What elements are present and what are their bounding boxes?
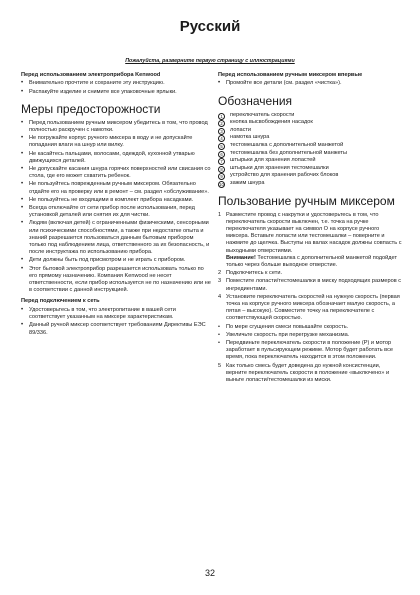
page-title: Русский: [179, 18, 241, 35]
bullet-icon: •: [21, 88, 24, 95]
step-text: Установите переключатель скоростей на нужную скорость (первая точка на корпусе ручного миксера обозначает малую скорость, а пятая – высокую). Совместите точку на переключателе с соответствующей скоростью.: [226, 293, 400, 322]
step-text: Передвиньте переключатель скорости в положение (P) и мотор заработает в пульсирующем режиме. Мотор будет работать все время, пока переключатель находится в этом положении.: [226, 340, 393, 361]
part-number-badge: 3: [218, 128, 225, 135]
bullet-icon: •: [21, 150, 24, 157]
part-label: зажим шнура: [230, 179, 265, 186]
usage-step: [218, 294, 402, 323]
list-item: [21, 197, 212, 204]
list-item: [21, 151, 212, 165]
part-label: штырьки для хранения тестомешалки: [230, 164, 329, 171]
usage-step: [218, 363, 402, 385]
list-item-text: Дети должны быть под присмотром и не играть с прибором.: [29, 257, 186, 264]
part-number-badge: 7: [218, 158, 225, 165]
bullet-icon: •: [21, 166, 24, 173]
part-label: штырьки для хранения лопастей: [230, 157, 316, 164]
before-use-heading: Перед использованием электроприбора Kenwood: [21, 72, 161, 78]
illustrations-notice: Пожалуйста, разверните первую страницу с иллюстрациями: [125, 58, 295, 64]
part-label: тестомешалка без дополнительной манжеты: [230, 149, 347, 156]
part-label: переключатель скорости: [230, 111, 295, 118]
bullet-icon: •: [21, 196, 24, 203]
part-number-badge: 1: [218, 113, 225, 120]
step-text: Поместите лопасти/тестомешалки в миску подходящих размеров с ингредиентами.: [226, 278, 402, 292]
part-number-badge: 5: [218, 143, 225, 150]
part-item: [218, 112, 402, 120]
step-text: Увеличьте скорость при перегрузке механизма.: [226, 331, 350, 338]
step-number: 5: [218, 362, 222, 369]
list-item: [21, 205, 212, 219]
list-item: [21, 166, 212, 180]
part-label: устройство для хранения рабочих блоков: [230, 172, 339, 179]
part-item: [218, 142, 402, 150]
step-text: Разместите провод с накрутки и удостоверьтесь в том, что переключатель скорости выключен, т.е. точка на ручке переключателя указывает на символ O на корпусе ручного миксера. Вставьте лопасти или тестомешалки – поверните и нажмите до щелчка. Выступы на валах насадок должны совпасть с выходными отверстиями.: [226, 211, 402, 254]
list-item: [21, 257, 212, 264]
right-column: [218, 72, 402, 385]
list-item-text: Не касайтесь пальцами, волосами, одеждой, кухонной утварью движущихся деталей.: [29, 150, 195, 164]
usage-step: [218, 324, 402, 331]
part-number-badge: 8: [218, 166, 225, 173]
step-text: По мере сгущения смеси повышайте скорость.: [226, 323, 349, 330]
connect-list: [21, 307, 212, 337]
usage-step: [218, 332, 402, 339]
list-item-text: Промойте все детали (см. раздел «чистка»).: [226, 80, 342, 87]
bullet-icon: •: [21, 80, 24, 87]
first-use-heading: Перед использованием ручным миксером впервые: [218, 72, 363, 78]
step-text: Как только смесь будет доведена до нужной консистенции, верните переключатель скорости в положение «выключено» и выньте лопасти/тестомешалки из миски.: [226, 362, 390, 384]
part-item: [218, 180, 402, 188]
step-text: Подключитесь к сети.: [226, 270, 282, 277]
step-note-label: Внимание!: [226, 254, 256, 261]
list-item: [21, 80, 212, 87]
parts-list: [218, 112, 402, 188]
step-number: •: [218, 340, 220, 346]
list-item-text: Удостоверьтесь в том, что электропитание в вашей сети соответствует указанным на миксере характеристикам.: [29, 306, 176, 321]
bullet-icon: •: [21, 265, 24, 272]
part-number-badge: 10: [219, 181, 224, 187]
connect-heading: Перед подключением к сеть: [21, 298, 100, 305]
step-note-text: Тестомешалка с дополнительной манжетой подойдет только через больше выходное отверстие.: [226, 254, 398, 268]
left-column: [21, 72, 212, 338]
list-item-text: Данный ручной миксер соответствует требованиям Директивы ЕЭС 89/336.: [29, 322, 206, 336]
step-number: 2: [218, 270, 222, 277]
parts-heading: Обозначения: [218, 93, 293, 108]
part-label: тестомешалка с дополнительной манжетой: [230, 141, 344, 148]
step-number: •: [218, 323, 220, 330]
part-item: [218, 172, 402, 180]
list-item: [21, 266, 212, 295]
part-item: [218, 119, 402, 127]
bullet-icon: •: [21, 322, 24, 329]
list-item-text: Этот бытовой электроприбор разрешается использовать только по его прямому назначению. Компания Kenwood не несет ответственности, если прибор используется не по назначению или не в соответствии с данной инструкцией.: [29, 265, 211, 294]
bullet-icon: •: [21, 119, 24, 126]
usage-heading: Пользование ручным миксером: [218, 193, 395, 208]
list-item: [21, 322, 212, 336]
part-number-badge: 4: [218, 135, 225, 142]
step-number: 4: [218, 293, 222, 300]
part-label: намотка шнура: [230, 134, 270, 141]
list-item: [21, 181, 212, 195]
bullet-icon: •: [21, 135, 24, 142]
bullet-icon: •: [21, 306, 24, 313]
list-item-text: Всегда отключайте от сети прибор после использования, перед установкой деталей или снятия их для чистки.: [29, 205, 195, 219]
list-item: [21, 307, 212, 321]
usage-step: [218, 270, 402, 277]
bullet-icon: •: [21, 181, 24, 188]
before-use-list: [21, 80, 212, 95]
list-item: [21, 89, 212, 96]
list-item-text: Распакуйте изделие и снимите все упаковочные ярлыки.: [29, 88, 177, 95]
usage-steps-list: [218, 212, 402, 385]
bullet-icon: •: [21, 257, 24, 264]
list-item-text: Перед пользованием ручным миксером убедитесь в том, что провод полностью раскручен с намотки.: [29, 119, 208, 134]
bullet-icon: •: [218, 80, 221, 87]
safety-list: [21, 120, 212, 295]
list-item: [218, 80, 402, 87]
part-item: [218, 157, 402, 165]
part-label: кнопка высвобождения насадок: [230, 119, 313, 126]
part-item: [218, 134, 402, 142]
first-use-list: [218, 80, 402, 87]
list-item-text: Не погружайте корпус ручного миксера в воду и не допускайте попадания влаги на шнур или вилку.: [29, 135, 193, 149]
list-item-text: Не пользуйтесь поврежденным ручным миксером. Обязательно отдайте его на проверку или в ремонт – см. раздел «обслуживание».: [29, 181, 209, 195]
usage-step: [218, 340, 402, 362]
list-item-text: Внимательно прочтите и сохраните эту инструкцию.: [29, 80, 165, 87]
part-item: [218, 127, 402, 135]
list-item-text: Не пользуйтесь не входящими в комплект прибора насадками.: [29, 196, 194, 203]
bullet-icon: •: [21, 220, 24, 227]
safety-heading: Меры предосторожности: [21, 101, 161, 116]
step-number: •: [218, 331, 220, 338]
usage-step: [218, 212, 402, 270]
step-number: 3: [218, 278, 222, 285]
part-label: лопасти: [230, 126, 252, 133]
list-item: [21, 135, 212, 149]
bullet-icon: •: [21, 205, 24, 212]
list-item-text: Не допускайте касания шнура горячих поверхностей или свисания со стола, где его может схватить ребенок.: [29, 166, 211, 180]
part-number-badge: 6: [218, 151, 225, 158]
part-number-badge: 9: [218, 173, 225, 180]
page-number: 32: [204, 568, 215, 578]
step-note: [226, 255, 402, 269]
step-number: 1: [218, 211, 222, 218]
usage-step: [218, 278, 402, 292]
list-item-text: Людям (включая детей) с ограниченными физическими, сенсорными или психическими способностями, а также при недостатке опыта и знаний разрешается пользоваться данным бытовым прибором только под наблюдением лица, ответственного за их безопасность, и после инструктажа по использованию прибора.: [29, 220, 210, 256]
part-number-badge: 2: [218, 120, 225, 127]
list-item: [21, 220, 212, 256]
list-item: [21, 120, 212, 134]
